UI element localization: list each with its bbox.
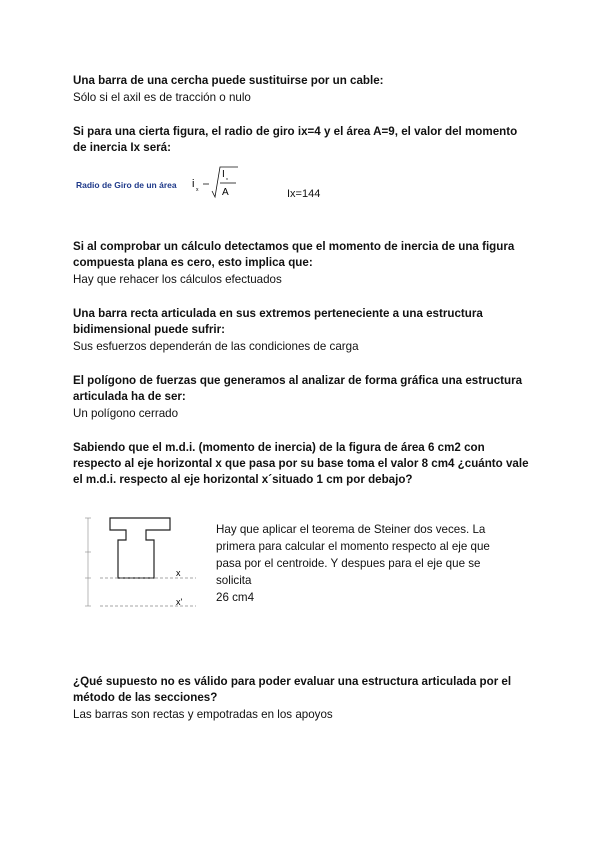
answer-4: Sus esfuerzos dependerán de las condiciones de carga <box>73 340 359 353</box>
axis-xprime-label: x' <box>176 597 183 607</box>
formula-denominator: A <box>222 187 229 198</box>
formula-numerator-sub: x <box>226 176 228 181</box>
question-3: Si al comprobar un cálculo detectamos que el momento de inercia de una figura compuesta plana es cero, esto implica que: <box>73 240 515 269</box>
answer-5: Un polígono cerrado <box>73 407 179 420</box>
question-1: Una barra de una cercha puede sustituirse por un cable: <box>73 74 384 87</box>
answer-2: Ix=144 <box>287 188 321 200</box>
answer-6-explanation <box>216 521 516 606</box>
formula-label: Radio de Giro de un área <box>76 180 177 190</box>
axis-x-label: x <box>176 568 181 578</box>
radius-of-gyration-formula <box>190 163 240 205</box>
answer-6-text: Hay que aplicar el teorema de Steiner dos veces. La primera para calcular el momento respecto al eje que pasa por el centroide. Y despues para el eje que se solicita <box>216 523 490 587</box>
formula-lhs: i <box>192 178 195 190</box>
question-2: Si para una cierta figura, el radio de giro ix=4 y el área A=9, el valor del momento de inercia Ix será: <box>73 125 518 154</box>
answer-6-value: 26 cm4 <box>216 591 255 604</box>
formula-numerator: I <box>222 169 225 180</box>
question-5: El polígono de fuerzas que generamos al analizar de forma gráfica una estructura articulada ha de ser: <box>73 374 523 403</box>
question-7: ¿Qué supuesto no es válido para poder evaluar una estructura articulada por el método de las secciones? <box>73 675 512 704</box>
answer-1: Sólo si el axil es de tracción o nulo <box>73 91 251 104</box>
question-6: Sabiendo que el m.d.i. (momento de inercia) de la figura de área 6 cm2 con respecto al eje horizontal x que pasa por su base toma el valor 8 cm4 ¿cuánto vale el m.d.i. respecto al eje horizontal x´situado 1 cm por debajo? <box>73 441 529 486</box>
formula-lhs-sub: x <box>196 187 199 193</box>
i-section-figure <box>78 510 218 615</box>
answer-3: Hay que rehacer los cálculos efectuados <box>73 273 282 286</box>
answer-7: Las barras son rectas y empotradas en los apoyos <box>73 708 333 721</box>
question-4: Una barra recta articulada en sus extremos perteneciente a una estructura bidimensional puede sufrir: <box>73 307 483 336</box>
